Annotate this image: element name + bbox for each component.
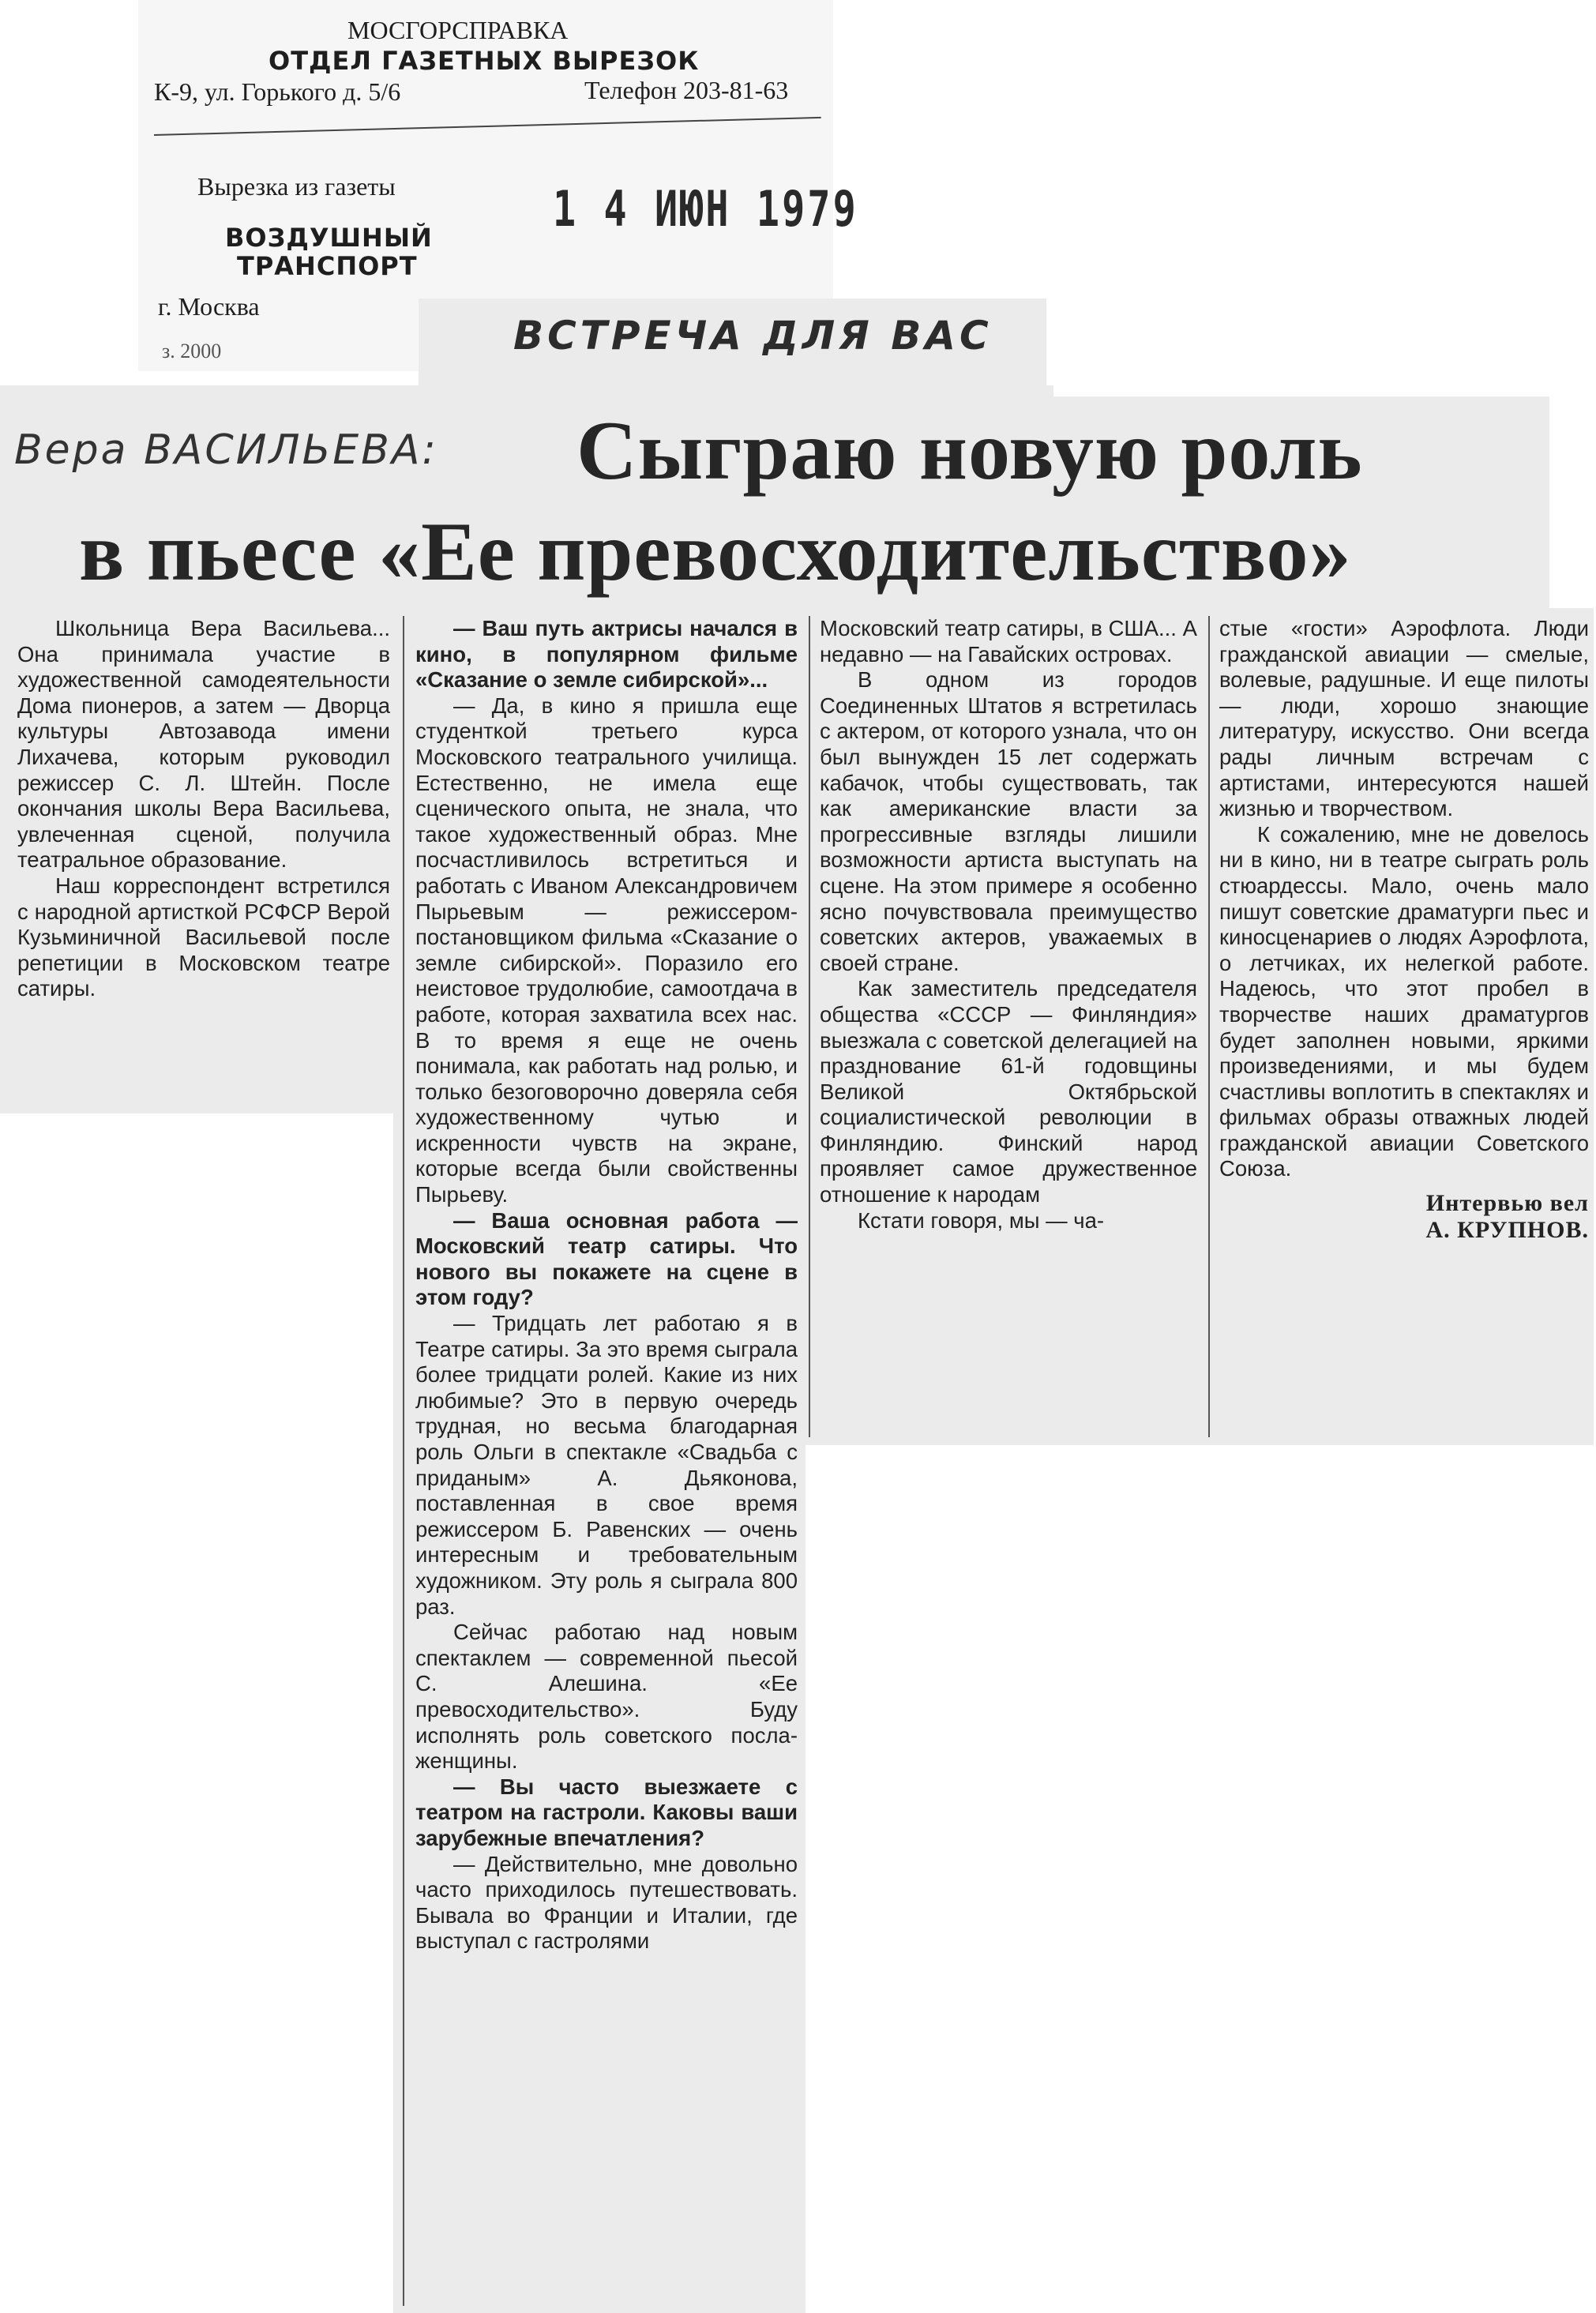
article-column-1 bbox=[17, 616, 390, 1002]
article-column-4 bbox=[1219, 616, 1589, 1244]
column-rule bbox=[809, 616, 810, 1437]
stamp-dept: ОТДЕЛ ГАЗЕТНЫХ ВЫРЕЗОК bbox=[269, 46, 700, 76]
rubric: ВСТРЕЧА ДЛЯ ВАС bbox=[513, 313, 993, 359]
article-column-2 bbox=[415, 616, 798, 1954]
byline: Вера ВАСИЛЬЕВА: bbox=[14, 426, 438, 474]
paragraph: стые «гости» Аэрофлота. Люди гражданской авиации — смелые, волевые, радушные. И еще пилоты — люди, хорошо знающие литературу, искусство. Они всегда рады личным встречам с артистами, интересуются нашей жизнью и творчеством. bbox=[1219, 616, 1589, 821]
paragraph: Школьница Вера Васильева... Она принимала участие в художественной самодеятельности Дома пионеров, а затем — Дворца культуры Автозавода имени Лихачева, которым руководил режиссер С. Л. Штейн. После окончания школы Вера Васильева, увлеченная сценой, получила театральное образование. bbox=[17, 616, 390, 873]
paragraph: Наш корреспондент встретился с народной артисткой РСФСР Верой Кузьминичной Васильевой после репетиции в Московском театре сатиры. bbox=[17, 873, 390, 1001]
interview-answer: Сейчас работаю над новым спектаклем — современной пьесой С. Алешина. «Ее превосходительство». Буду исполнять роль советского посла-женщины. bbox=[415, 1620, 798, 1774]
stamp-newspaper-2: ТРАНСПОРТ bbox=[237, 251, 418, 281]
clipping-date: 1 4 ИЮН 1979 bbox=[553, 180, 858, 238]
article-column-3 bbox=[820, 616, 1197, 1233]
interview-question: — Вы часто выезжаете с театром на гастроли. Каковы ваши зарубежные впечатления? bbox=[415, 1774, 798, 1850]
stamp-clip-label: Вырезка из газеты bbox=[197, 172, 396, 201]
stamp-newspaper-1: ВОЗДУШНЫЙ bbox=[225, 223, 433, 253]
interview-answer: — Тридцать лет работаю я в Театре сатиры. За это время сыграла более тридцати ролей. Какие из них любимые? Это в первую очередь трудная, но весьма благодарная роль Ольги в спектакле «Свадьба с приданым» А. Дьяконова, поставленная в свое время режиссером Б. Равенских — очень интересным и требовательным художником. Эту роль я сыграла 800 раз. bbox=[415, 1311, 798, 1619]
headline-line-1: Сыграю новую роль bbox=[576, 404, 1363, 497]
paragraph: Кстати говоря, мы — ча- bbox=[858, 1207, 1105, 1233]
paragraph: Московский театр сатиры, в США... А недавно — на Гавайских островах. bbox=[820, 616, 1197, 666]
interview-answer: — Действительно, мне довольно часто приходилось путешествовать. Бывала во Франции и Италии, где выступал с гастролями bbox=[415, 1851, 798, 1954]
stamp-phone: Телефон 203-81-63 bbox=[584, 76, 789, 104]
stamp-city: г. Москва bbox=[158, 292, 260, 321]
column-rule bbox=[403, 616, 404, 2306]
stamp-address: К-9, ул. Горького д. 5/6 bbox=[154, 77, 401, 106]
stamp-org: МОСГОРСПРАВКА bbox=[347, 16, 569, 44]
interview-question: — Ваша основная работа — Московский театр сатиры. Что нового вы покажете на сцене в этом году? bbox=[415, 1207, 798, 1310]
headline-line-2: в пьесе «Ее превосходительство» bbox=[79, 505, 1352, 598]
paragraph: В одном из городов Соединенных Штатов я встретилась с актером, от которого узнала, что он был вынужден 15 лет содержать кабачок, чтобы существовать, так как американские власти за прогрессивные взгляды лишили возможности артиста выступать на сцене. На этом примере я особенно ясно почувствовала преимущество советских актеров, уважаемых в своей стране. bbox=[820, 667, 1197, 975]
paragraph: Как заместитель председателя общества «СССР — Финляндия» выезжала с советской делегацией на празднование 61-й годовщины Великой Октябрьской социалистической революции в Финляндию. Финский народ проявляет самое дружественное отношение к народам bbox=[820, 976, 1197, 1207]
stamp-partial: з. 2000 bbox=[162, 340, 222, 362]
interview-answer: — Да, в кино я пришла еще студенткой третьего курса Московского театрального училища. Естественно, не имела еще сценического опыта, не знала, что такое художественный образ. Мне посчастливилось встретиться и работать с Иваном Александровичем Пырьевым — режиссером-постановщиком фильма «Сказание о земле сибирской». Поразило его неистовое трудолюбие, самоотдача в работе, которая захватила всех нас. В то время я еще не очень понимала, как работать над ролью, и только безоговорочно доверяла себя художественному чутью и искренности чувств на экране, которые всегда были свойственны Пырьеву. bbox=[415, 693, 798, 1207]
interviewer-line-2: А. КРУПНОВ. bbox=[1425, 1217, 1589, 1244]
interviewer-line-1: Интервью вел bbox=[1425, 1190, 1589, 1217]
interview-question: — Ваш путь актрисы начался в кино, в популярном фильме «Сказание о земле сибирской»... bbox=[415, 616, 798, 693]
paragraph: К сожалению, мне не довелось ни в кино, ни в театре сыграть роль стюардессы. Мало, очень мало пишут советские драматурги пьес и киносценариев о людях Аэрофлота, о летчиках, их нелегкой работе. Надеюсь, что этот пробел в творчестве наших драматургов будет заполнен новыми, яркими произведениями, и мы будем счастливы воплотить в спектаклях и фильмах образы отважных людей гражданской авиации Советского Союза. bbox=[1219, 821, 1589, 1181]
column-rule bbox=[1208, 616, 1210, 1437]
